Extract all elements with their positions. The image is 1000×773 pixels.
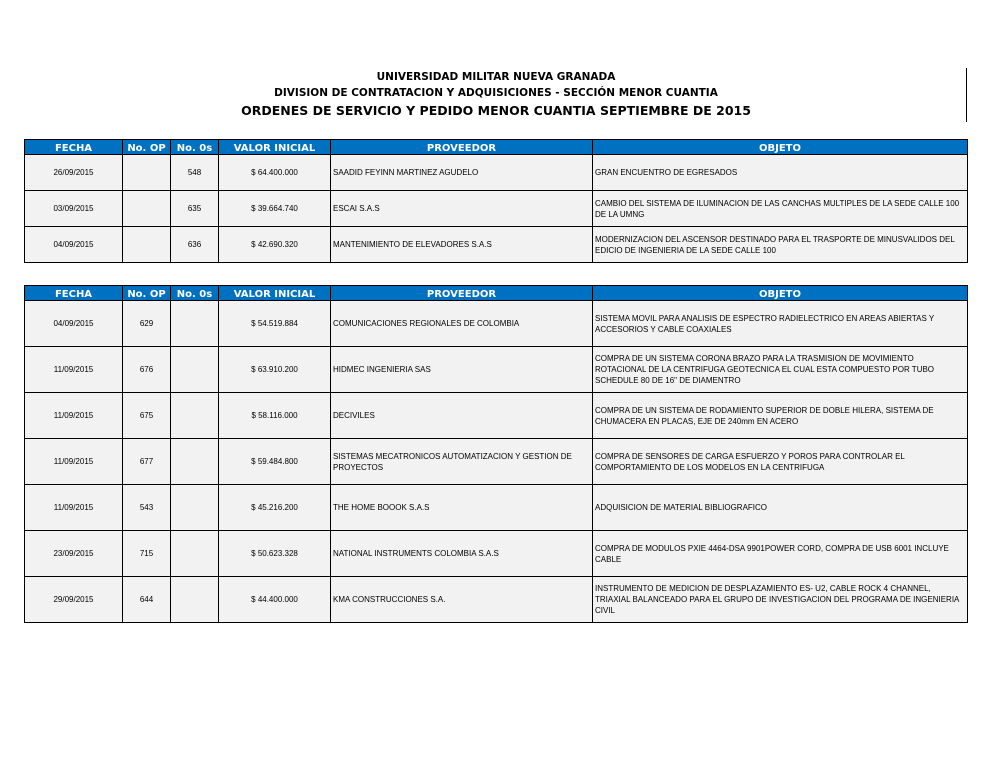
cell-os (171, 485, 219, 531)
cell-os (171, 531, 219, 577)
cell-proveedor: HIDMEC INGENIERIA SAS (331, 347, 593, 393)
cell-op: 715 (123, 531, 171, 577)
cell-objeto: COMPRA DE MODULOS PXIE 4464-DSA 9901POWER CORD, COMPRA DE USB 6001 INCLUYE CABLE (593, 531, 968, 577)
cell-objeto: ADQUISICION DE MATERIAL BIBLIOGRAFICO (593, 485, 968, 531)
report-title: ORDENES DE SERVICIO Y PEDIDO MENOR CUANTIA SEPTIEMBRE DE 2015 (241, 103, 751, 118)
cell-os (171, 301, 219, 347)
cell-proveedor: NATIONAL INSTRUMENTS COLOMBIA S.A.S (331, 531, 593, 577)
cell-fecha: 03/09/2015 (25, 191, 123, 227)
cell-proveedor: THE HOME BOOOK S.A.S (331, 485, 593, 531)
orders-table-2 (24, 285, 968, 623)
col-valor-inicial: VALOR INICIAL (219, 286, 331, 301)
cell-op: 644 (123, 577, 171, 623)
cell-proveedor: MANTENIMIENTO DE ELEVADORES S.A.S (331, 227, 593, 263)
cell-objeto: MODERNIZACION DEL ASCENSOR DESTINADO PARA EL TRASPORTE DE MINUSVALIDOS DEL EDICIO DE INGENIERIA DE LA SEDE CALLE 100 (593, 227, 968, 263)
document-header (0, 69, 992, 121)
table-row (25, 531, 968, 577)
col-objeto: OBJETO (593, 286, 968, 301)
cell-os (171, 577, 219, 623)
cell-proveedor: SISTEMAS MECATRONICOS AUTOMATIZACION Y GESTION DE PROYECTOS (331, 439, 593, 485)
table-row (25, 301, 968, 347)
cell-fecha: 26/09/2015 (25, 155, 123, 191)
col-no-op: No. OP (123, 140, 171, 155)
cell-objeto: CAMBIO DEL SISTEMA DE ILUMINACION DE LAS CANCHAS MULTIPLES DE LA SEDE CALLE 100 DE LA UMNG (593, 191, 968, 227)
cell-valor: $ 63.910.200 (219, 347, 331, 393)
cell-op: 629 (123, 301, 171, 347)
cell-proveedor: SAADID FEYINN MARTINEZ AGUDELO (331, 155, 593, 191)
col-fecha: FECHA (25, 286, 123, 301)
cell-fecha: 04/09/2015 (25, 301, 123, 347)
cell-fecha: 11/09/2015 (25, 393, 123, 439)
cell-op: 543 (123, 485, 171, 531)
cell-fecha: 11/09/2015 (25, 439, 123, 485)
cell-objeto: COMPRA DE SENSORES DE CARGA ESFUERZO Y POROS PARA CONTROLAR EL COMPORTAMIENTO DE LOS MODELOS EN LA CENTRIFUGA (593, 439, 968, 485)
cell-os: 635 (171, 191, 219, 227)
cell-valor: $ 59.484.800 (219, 439, 331, 485)
col-valor-inicial: VALOR INICIAL (219, 140, 331, 155)
table-row (25, 393, 968, 439)
cell-os (171, 439, 219, 485)
cell-objeto: INSTRUMENTO DE MEDICION DE DESPLAZAMIENTO ES- U2, CABLE ROCK 4 CHANNEL, TRIAXIAL BALANCEADO PARA EL GRUPO DE INVESTIGACION DEL PROGRAMA DE INGENIERIA CIVIL (593, 577, 968, 623)
cell-valor: $ 50.623.328 (219, 531, 331, 577)
cell-os (171, 347, 219, 393)
col-proveedor: PROVEEDOR (331, 140, 593, 155)
cell-os: 636 (171, 227, 219, 263)
table-row (25, 227, 968, 263)
university-name: UNIVERSIDAD MILITAR NUEVA GRANADA (376, 71, 616, 83)
table-row (25, 485, 968, 531)
cell-fecha: 29/09/2015 (25, 577, 123, 623)
cell-op (123, 227, 171, 263)
table-header-row (25, 140, 968, 155)
table-row (25, 439, 968, 485)
cell-op: 676 (123, 347, 171, 393)
cell-valor: $ 58.116.000 (219, 393, 331, 439)
cell-fecha: 04/09/2015 (25, 227, 123, 263)
cell-valor: $ 44.400.000 (219, 577, 331, 623)
cell-objeto: SISTEMA MOVIL PARA ANALISIS DE ESPECTRO RADIELECTRICO EN AREAS ABIERTAS Y ACCESORIOS Y CABLE COAXIALES (593, 301, 968, 347)
table-row (25, 577, 968, 623)
cell-proveedor: KMA CONSTRUCCIONES S.A. (331, 577, 593, 623)
cell-fecha: 11/09/2015 (25, 347, 123, 393)
division-name: DIVISION DE CONTRATACION Y ADQUISICIONES - SECCIÓN MENOR CUANTIA (274, 87, 718, 99)
col-no-os: No. 0s (171, 140, 219, 155)
col-proveedor: PROVEEDOR (331, 286, 593, 301)
cell-valor: $ 45.216.200 (219, 485, 331, 531)
cell-valor: $ 64.400.000 (219, 155, 331, 191)
cell-op: 677 (123, 439, 171, 485)
cell-valor: $ 54.519.884 (219, 301, 331, 347)
cell-valor: $ 42.690.320 (219, 227, 331, 263)
table-row (25, 155, 968, 191)
col-no-os: No. 0s (171, 286, 219, 301)
cell-objeto: GRAN ENCUENTRO DE EGRESADOS (593, 155, 968, 191)
cell-os: 548 (171, 155, 219, 191)
cell-os (171, 393, 219, 439)
cell-proveedor: ESCAI S.A.S (331, 191, 593, 227)
table-row (25, 191, 968, 227)
table-row (25, 347, 968, 393)
cell-proveedor: COMUNICACIONES REGIONALES DE COLOMBIA (331, 301, 593, 347)
cell-op (123, 191, 171, 227)
col-objeto: OBJETO (593, 140, 968, 155)
cell-valor: $ 39.664.740 (219, 191, 331, 227)
cell-objeto: COMPRA DE UN SISTEMA CORONA BRAZO PARA LA TRASMISION DE MOVIMIENTO ROTACIONAL DE LA CENTRIFUGA GEOTECNICA EL CUAL ESTA COMPUESTO POR TUBO SCHEDULE 80 DE 16" DE DIAMENTRO (593, 347, 968, 393)
table-header-row (25, 286, 968, 301)
cell-op (123, 155, 171, 191)
cell-fecha: 23/09/2015 (25, 531, 123, 577)
cell-op: 675 (123, 393, 171, 439)
cell-fecha: 11/09/2015 (25, 485, 123, 531)
cell-proveedor: DECIVILES (331, 393, 593, 439)
cell-objeto: COMPRA DE UN SISTEMA DE RODAMIENTO SUPERIOR DE DOBLE HILERA, SISTEMA DE CHUMACERA EN PLACAS, EJE DE 240mm EN ACERO (593, 393, 968, 439)
col-fecha: FECHA (25, 140, 123, 155)
orders-table-1 (24, 139, 968, 263)
col-no-op: No. OP (123, 286, 171, 301)
